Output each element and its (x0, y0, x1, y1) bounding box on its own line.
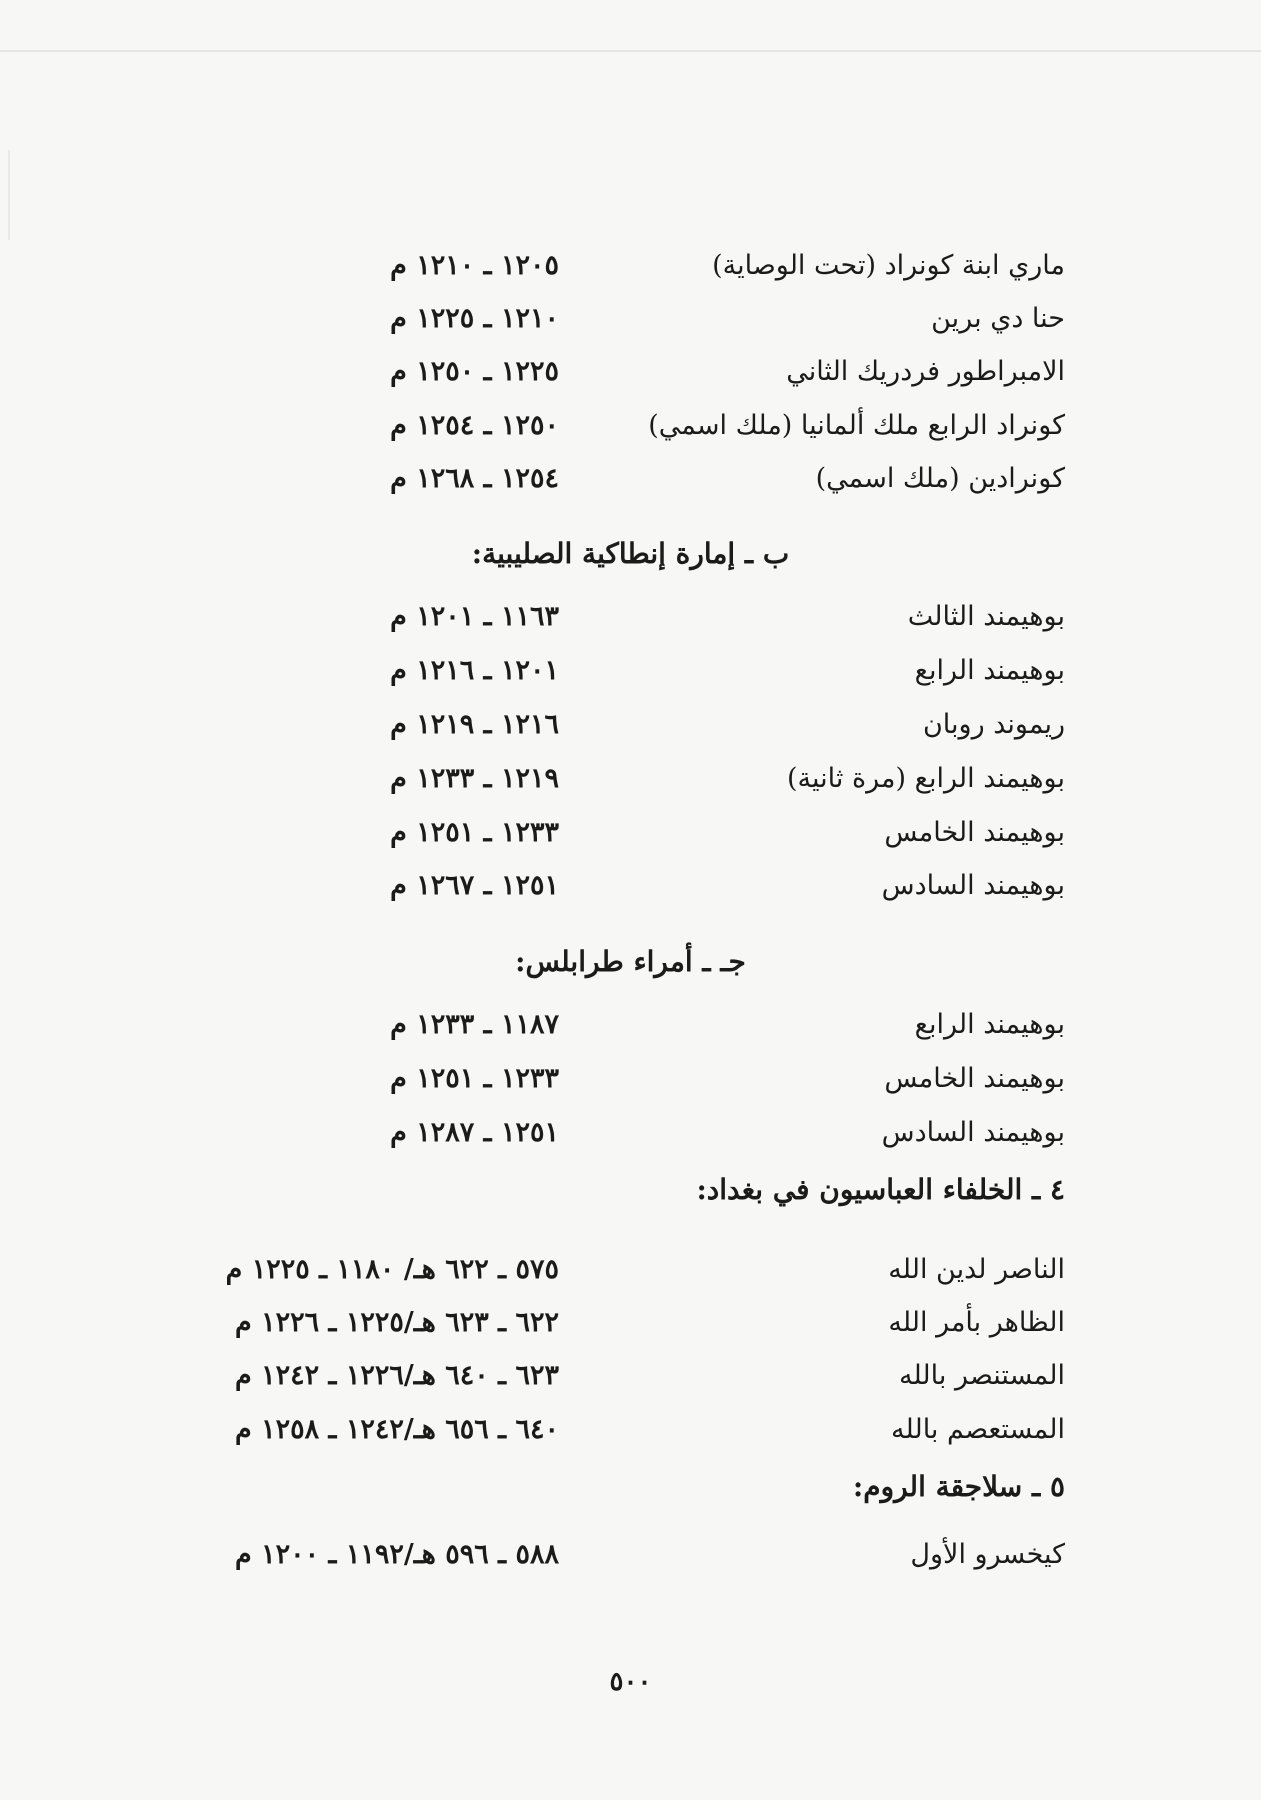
ruler-name: بوهيمند الرابع (914, 655, 1065, 686)
list-row (185, 241, 1065, 291)
ruler-name: بوهيمند الثالث (907, 601, 1065, 632)
reign-dates: ١٢٥٠ ـ ١٢٥٤ م (390, 410, 559, 441)
reign-dates: ٦٤٠ ـ ٦٥٦ هـ/١٢٤٢ ـ ١٢٥٨ م (234, 1414, 559, 1445)
section-heading: ٤ ـ الخلفاء العباسيون في بغداد: (696, 1173, 1065, 1206)
reign-dates: ١٢٠٥ ـ ١٢١٠ م (390, 250, 559, 281)
ruler-name: بوهيمند السادس (881, 1117, 1065, 1148)
reign-dates: ١٢١٦ ـ ١٢١٩ م (390, 709, 559, 740)
list-row (185, 700, 1065, 750)
section-heading: ب ـ إمارة إنطاكية الصليبية: (471, 537, 790, 570)
ruler-name: المستعصم بالله (891, 1414, 1065, 1445)
ruler-name: الامبراطور فردريك الثاني (786, 356, 1065, 387)
section-heading: ٥ ـ سلاجقة الروم: (852, 1470, 1065, 1503)
page-number: ٥٠٠ (609, 1667, 652, 1697)
list-row (185, 646, 1065, 696)
list-row (185, 347, 1065, 397)
list-row (185, 1000, 1065, 1050)
reign-dates: ١٢٣٣ ـ ١٢٥١ م (390, 817, 559, 848)
ruler-name: ريموند روبان (922, 709, 1065, 740)
reign-dates: ٥٧٥ ـ ٦٢٢ هـ/ ١١٨٠ ـ ١٢٢٥ م (225, 1254, 559, 1285)
reign-dates: ١٢١٩ ـ ١٢٣٣ م (390, 763, 559, 794)
ruler-name: حنا دي برين (931, 303, 1065, 334)
ruler-name: كيخسرو الأول (910, 1539, 1065, 1570)
reign-dates: ١١٨٧ ـ ١٢٣٣ م (390, 1009, 559, 1040)
reign-dates: ٦٢٣ ـ ٦٤٠ هـ/١٢٢٦ ـ ١٢٤٢ م (234, 1360, 559, 1391)
ruler-name: بوهيمند الرابع (مرة ثانية) (787, 763, 1065, 794)
reign-dates: ١٢٥١ ـ ١٢٨٧ م (390, 1117, 559, 1148)
ruler-name: بوهيمند السادس (881, 870, 1065, 901)
list-row (185, 861, 1065, 911)
ruler-name: بوهيمند الرابع (914, 1009, 1065, 1040)
ruler-name: كونراد الرابع ملك ألمانيا (ملك اسمي) (648, 410, 1065, 441)
ruler-name: بوهيمند الخامس (884, 817, 1065, 848)
list-row (185, 1054, 1065, 1104)
list-row (185, 1108, 1065, 1158)
list-row (185, 754, 1065, 804)
list-row (185, 294, 1065, 344)
ruler-name: الظاهر بأمر الله (888, 1307, 1065, 1338)
reign-dates: ٦٢٢ ـ ٦٢٣ هـ/١٢٢٥ ـ ١٢٢٦ م (234, 1307, 559, 1338)
list-row (185, 1351, 1065, 1401)
list-row (185, 401, 1065, 451)
reign-dates: ٥٨٨ ـ ٥٩٦ هـ/١١٩٢ ـ ١٢٠٠ م (234, 1539, 559, 1570)
list-row (185, 1245, 1065, 1295)
list-row (185, 1405, 1065, 1455)
list-row (185, 1298, 1065, 1348)
ruler-name: المستنصر بالله (899, 1360, 1065, 1391)
reign-dates: ١٢٠١ ـ ١٢١٦ م (390, 655, 559, 686)
reign-dates: ١١٦٣ ـ ١٢٠١ م (390, 601, 559, 632)
list-row (185, 592, 1065, 642)
reign-dates: ١٢٥٤ ـ ١٢٦٨ م (390, 463, 559, 494)
ruler-name: الناصر لدين الله (888, 1254, 1065, 1285)
section-heading: جـ ـ أمراء طرابلس: (515, 945, 746, 978)
reign-dates: ١٢٢٥ ـ ١٢٥٠ م (390, 356, 559, 387)
list-row (185, 1530, 1065, 1580)
ruler-name: بوهيمند الخامس (884, 1063, 1065, 1094)
list-row (185, 808, 1065, 858)
list-row (185, 454, 1065, 504)
ruler-name: كونرادين (ملك اسمي) (815, 463, 1065, 494)
ruler-name: ماري ابنة كونراد (تحت الوصاية) (712, 250, 1065, 281)
reign-dates: ١٢١٠ ـ ١٢٢٥ م (390, 303, 559, 334)
reign-dates: ١٢٥١ ـ ١٢٦٧ م (390, 870, 559, 901)
reign-dates: ١٢٣٣ ـ ١٢٥١ م (390, 1063, 559, 1094)
